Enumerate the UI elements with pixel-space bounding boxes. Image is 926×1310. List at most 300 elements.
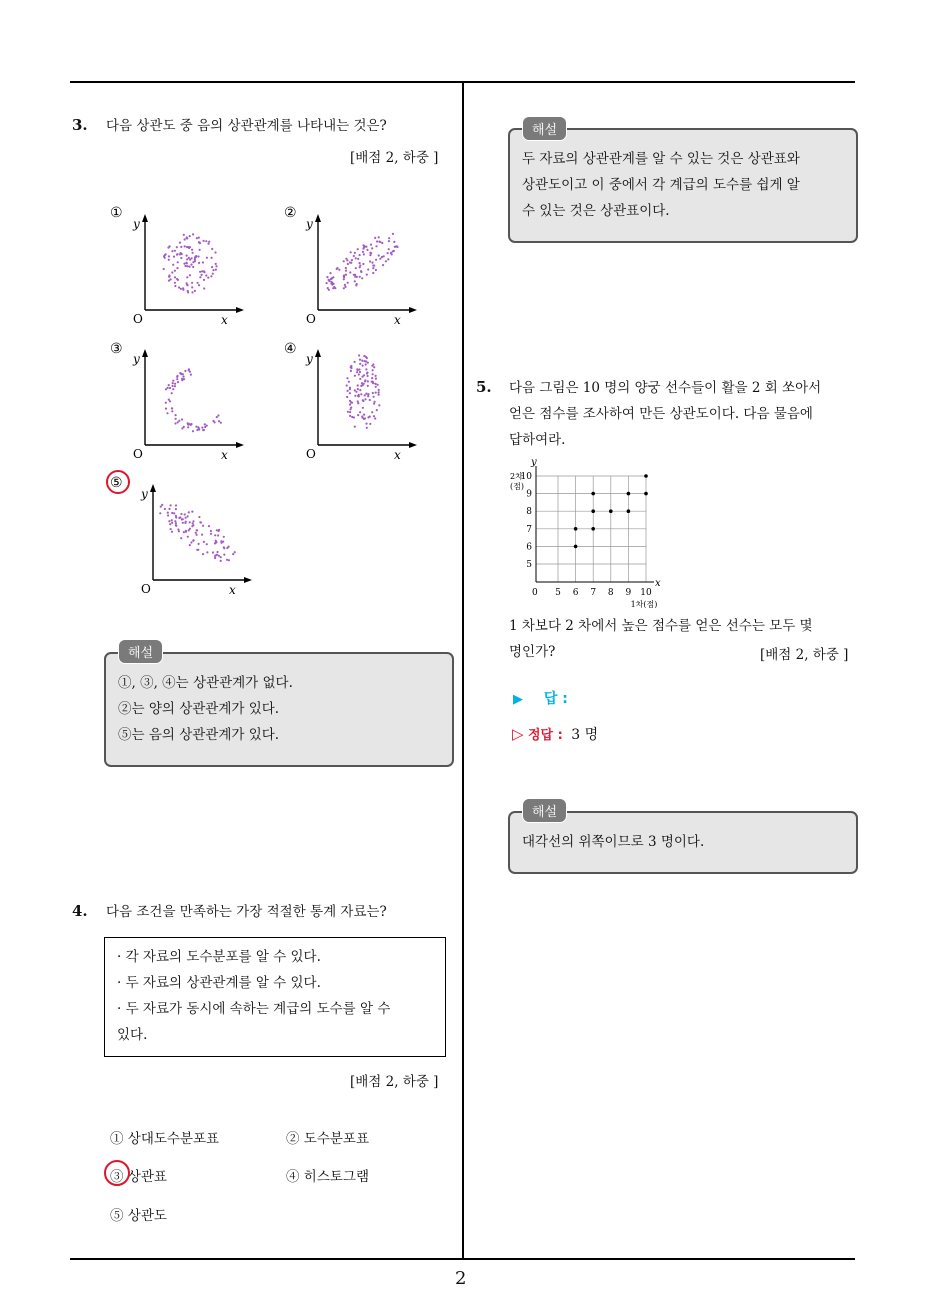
data-dot <box>367 416 369 418</box>
data-dot <box>186 237 188 239</box>
chart-y-label: 2차 <box>510 472 523 481</box>
data-dot <box>362 365 364 367</box>
data-dot <box>171 512 173 514</box>
q4-solution-line: 상관도이고 이 중에서 각 계급의 도수를 쉽게 알 <box>522 177 800 193</box>
data-dot <box>369 260 371 262</box>
data-dot <box>379 258 381 260</box>
data-dot <box>370 244 372 246</box>
data-dot <box>359 363 361 365</box>
chart-x-label: 1차(점) <box>630 600 658 608</box>
data-dot <box>172 388 174 390</box>
data-dot <box>206 257 208 259</box>
data-dot <box>186 276 188 278</box>
q4-option-4[interactable]: ④ 히스토그램 <box>286 1169 369 1185</box>
data-dot <box>172 264 174 266</box>
q4-solution-tag: 해설 <box>522 116 567 141</box>
correlation-plot-1 <box>110 205 244 327</box>
data-dot <box>362 376 364 378</box>
data-dot <box>331 277 333 279</box>
data-dot <box>378 236 380 238</box>
data-dot <box>169 245 171 247</box>
data-dot <box>232 553 234 555</box>
data-dot <box>185 517 187 519</box>
data-dot <box>176 267 178 269</box>
data-dot <box>214 251 216 253</box>
data-dot <box>376 409 378 411</box>
data-dot <box>180 252 182 254</box>
data-dot <box>168 520 170 522</box>
data-dot <box>377 384 379 386</box>
data-dot <box>174 250 176 252</box>
data-dot <box>216 551 218 553</box>
data-dot <box>362 407 364 409</box>
data-dot <box>168 259 170 261</box>
q5-scatter-chart <box>500 458 680 608</box>
q5-score: [배점 2, 하중 ] <box>760 647 849 663</box>
data-dot <box>168 508 170 510</box>
data-dot <box>220 422 222 424</box>
data-dot <box>212 551 214 553</box>
y-axis-arrow <box>315 214 321 222</box>
q5-text-line: 다음 그림은 10 명의 양궁 선수들이 활을 2 회 쏘아서 <box>509 380 822 396</box>
data-dot <box>195 426 197 428</box>
data-dot <box>365 246 367 248</box>
data-dot <box>381 242 383 244</box>
data-dot <box>189 259 191 261</box>
q4-number: 4. <box>72 902 88 920</box>
scatter-point <box>574 545 578 549</box>
data-dot <box>176 378 178 380</box>
data-dot <box>351 259 353 261</box>
y-tick-label: 6 <box>526 542 532 553</box>
data-dot <box>350 365 352 367</box>
q4-condition: · 두 자료가 동시에 속하는 계급의 도수를 알 수 <box>117 1001 391 1017</box>
data-dot <box>346 396 348 398</box>
data-dot <box>174 383 176 385</box>
data-dot <box>184 245 186 247</box>
data-dot <box>215 554 217 556</box>
data-dot <box>198 516 200 518</box>
data-dot <box>177 261 179 263</box>
data-dot <box>196 237 198 239</box>
scatter-point <box>591 492 595 496</box>
data-dot <box>366 427 368 429</box>
q5-question-line: 명인가? <box>509 644 556 660</box>
data-dot <box>362 263 364 265</box>
data-dot <box>331 284 333 286</box>
data-dot <box>175 522 177 524</box>
data-dot <box>202 261 204 263</box>
q4-answer-circle <box>104 1160 130 1186</box>
data-dot <box>354 280 356 282</box>
y-axis-arrow <box>142 214 148 222</box>
data-dot <box>215 541 217 543</box>
data-dot <box>366 249 368 251</box>
data-dot <box>378 391 380 393</box>
data-dot <box>180 246 182 248</box>
data-dot <box>173 256 175 258</box>
data-dot <box>359 359 361 361</box>
data-dot <box>182 518 184 520</box>
data-dot <box>359 276 361 278</box>
data-dot <box>365 360 367 362</box>
data-dot <box>211 266 213 268</box>
data-dot <box>167 512 169 514</box>
chart-grid <box>536 476 646 582</box>
data-dot <box>167 514 169 516</box>
data-dot <box>174 422 176 424</box>
data-dot <box>194 290 196 292</box>
data-dot <box>210 533 212 535</box>
data-dot <box>175 504 177 506</box>
data-dot <box>365 363 367 365</box>
data-dot <box>371 247 373 249</box>
data-dot <box>183 234 185 236</box>
q5-correct-label: 정답 : <box>528 728 563 743</box>
data-dot <box>169 523 171 525</box>
data-dot <box>217 414 219 416</box>
data-dot <box>212 269 214 271</box>
data-dot <box>350 370 352 372</box>
data-dot <box>184 238 186 240</box>
data-dot <box>365 423 367 425</box>
data-dot <box>206 543 208 545</box>
x-axis-arrow <box>409 307 417 313</box>
origin-label: O <box>133 447 143 461</box>
chart-origin-label: 0 <box>532 588 538 598</box>
data-dot <box>198 543 200 545</box>
data-dot <box>379 241 381 243</box>
data-dot <box>178 286 180 288</box>
scatter-point <box>627 509 631 513</box>
data-dot <box>192 266 194 268</box>
data-dot <box>218 555 220 557</box>
data-dot <box>374 417 376 419</box>
data-dot <box>371 381 373 383</box>
data-dot <box>378 404 380 406</box>
data-dot <box>178 420 180 422</box>
data-dot <box>177 421 179 423</box>
data-dot <box>180 537 182 539</box>
data-dot <box>171 410 173 412</box>
plot-number-label: ⑤ <box>110 475 123 491</box>
data-dot <box>183 426 185 428</box>
data-dot <box>383 255 385 257</box>
origin-label: O <box>133 312 143 326</box>
q4-solution-text <box>522 146 800 224</box>
data-dot <box>349 388 351 390</box>
data-dot <box>372 264 374 266</box>
data-dot <box>192 522 194 524</box>
data-dot <box>350 401 352 403</box>
x-axis-label: x <box>394 313 401 327</box>
data-dot <box>202 553 204 555</box>
data-dot <box>196 529 198 531</box>
data-dot <box>186 255 188 257</box>
data-dot <box>357 258 359 260</box>
data-dot <box>201 427 203 429</box>
data-dot <box>363 414 365 416</box>
q4-score: [배점 2, 하중 ] <box>350 1074 439 1090</box>
data-dot <box>171 522 173 524</box>
data-dot <box>175 516 177 518</box>
data-dot <box>388 248 390 250</box>
data-dot <box>371 365 373 367</box>
q3-solution-line: ②는 양의 상관관계가 있다. <box>118 701 280 717</box>
q5-correct-row <box>512 724 598 744</box>
data-dot <box>187 424 189 426</box>
data-dot <box>375 259 377 261</box>
data-dot <box>163 255 165 257</box>
q5-text-line: 얻은 점수를 조사하여 만든 상관도이다. 다음 물음에 <box>509 406 813 422</box>
data-dot <box>208 241 210 243</box>
data-dot <box>197 549 199 551</box>
data-dot <box>185 521 187 523</box>
data-dot <box>326 276 328 278</box>
bottom-rule <box>70 1258 855 1260</box>
data-dot <box>220 540 222 542</box>
q3-score: [배점 2, 하중 ] <box>350 150 439 166</box>
data-dot <box>171 407 173 409</box>
x-axis-label: x <box>394 448 401 462</box>
data-dot <box>204 423 206 425</box>
data-dot <box>182 376 184 378</box>
y-tick-label: 9 <box>526 489 532 500</box>
data-dot <box>191 286 193 288</box>
scatter-point <box>644 474 648 478</box>
data-dot <box>198 284 200 286</box>
data-dot <box>201 270 203 272</box>
data-dot <box>215 263 217 265</box>
data-dot <box>388 240 390 242</box>
data-dot <box>180 288 182 290</box>
data-dot <box>191 511 193 513</box>
data-dot <box>343 278 345 280</box>
data-dot <box>350 367 352 369</box>
data-dot <box>165 408 167 410</box>
data-dot <box>226 547 228 549</box>
data-dot <box>184 370 186 372</box>
data-dot <box>167 387 169 389</box>
data-dot <box>188 247 190 249</box>
x-axis-arrow <box>244 577 252 583</box>
data-dot <box>356 283 358 285</box>
data-dot <box>373 366 375 368</box>
data-dot <box>192 252 194 254</box>
plot-number-label: ③ <box>110 341 123 357</box>
data-dot <box>164 508 166 510</box>
origin-label: O <box>306 312 316 326</box>
data-dot <box>190 374 192 376</box>
data-dot <box>205 274 207 276</box>
data-dot <box>186 265 188 267</box>
data-dot <box>207 277 209 279</box>
data-dot <box>174 520 176 522</box>
data-dot <box>347 282 349 284</box>
data-dot <box>218 420 220 422</box>
data-dot <box>220 556 222 558</box>
data-dot <box>367 375 369 377</box>
data-dot <box>376 240 378 242</box>
data-dot <box>355 267 357 269</box>
data-dot <box>178 517 180 519</box>
q4-solution-line: 수 있는 것은 상관표이다. <box>522 203 670 219</box>
hollow-arrow-icon: ▷ <box>512 725 524 743</box>
data-dot <box>385 260 387 262</box>
q3-number: 3. <box>72 116 88 134</box>
data-dot <box>354 375 356 377</box>
data-dot <box>367 393 369 395</box>
data-dot <box>199 521 201 523</box>
data-dot <box>188 511 190 513</box>
data-dot <box>165 402 167 404</box>
data-dot <box>174 285 176 287</box>
q4-solution-line: 두 자료의 상관관계를 알 수 있는 것은 상관표와 <box>522 151 800 167</box>
data-dot <box>332 287 334 289</box>
scatter-point <box>644 492 648 496</box>
data-dot <box>185 262 187 264</box>
y-tick-label: 5 <box>526 560 532 570</box>
data-dot <box>365 368 367 370</box>
data-dot <box>393 241 395 243</box>
data-dot <box>168 255 170 257</box>
data-dot <box>183 378 185 380</box>
data-dot <box>171 519 173 521</box>
data-dot <box>353 416 355 418</box>
data-dot <box>375 269 377 271</box>
data-dot <box>204 426 206 428</box>
data-dot <box>171 250 173 252</box>
data-dot <box>182 522 184 524</box>
data-dot <box>188 529 190 531</box>
data-dot <box>357 248 359 250</box>
data-dot <box>211 257 213 259</box>
q5-answer-row[interactable] <box>513 688 568 708</box>
data-dot <box>168 384 170 386</box>
dot-cloud <box>346 354 381 429</box>
y-axis-arrow <box>315 349 321 357</box>
data-dot <box>366 372 368 374</box>
q5-question-line: 1 차보다 2 차에서 높은 점수를 얻은 선수는 모두 몇 <box>509 618 813 634</box>
q4-option-5[interactable]: ⑤ 상관도 <box>110 1208 167 1224</box>
data-dot <box>228 559 230 561</box>
x-axis-arrow <box>409 442 417 448</box>
data-dot <box>175 418 177 420</box>
data-dot <box>328 289 330 291</box>
data-dot <box>374 401 376 403</box>
data-dot <box>187 536 189 538</box>
data-dot <box>205 240 207 242</box>
data-dot <box>357 369 359 371</box>
data-dot <box>347 390 349 392</box>
data-dot <box>375 392 377 394</box>
data-dot <box>355 391 357 393</box>
data-dot <box>216 416 218 418</box>
y-tick-label: 10 <box>520 472 532 482</box>
data-dot <box>184 265 186 267</box>
data-dot <box>359 262 361 264</box>
data-dot <box>359 389 361 391</box>
play-arrow-icon: ▶ <box>513 692 523 707</box>
q4-option-1[interactable]: ① 상대도수분포표 <box>110 1131 220 1147</box>
data-dot <box>183 531 185 533</box>
data-dot <box>392 250 394 252</box>
data-dot <box>178 530 180 532</box>
data-dot <box>357 395 359 397</box>
data-dot <box>359 378 361 380</box>
data-dot <box>328 280 330 282</box>
q4-condition: 있다. <box>117 1027 148 1043</box>
data-dot <box>336 267 338 269</box>
data-dot <box>360 271 362 273</box>
dot-cloud <box>165 368 222 432</box>
data-dot <box>173 512 175 514</box>
data-dot <box>366 357 368 359</box>
data-dot <box>191 282 193 284</box>
data-dot <box>171 392 173 394</box>
q5-answer-label: 답 : <box>543 691 568 707</box>
q4-option-3[interactable]: ③ 상관표 <box>110 1169 167 1185</box>
data-dot <box>374 237 376 239</box>
data-dot <box>346 259 348 261</box>
data-dot <box>357 388 359 390</box>
data-dot <box>201 274 203 276</box>
data-dot <box>175 414 177 416</box>
data-dot <box>176 246 178 248</box>
data-dot <box>394 246 396 248</box>
q4-text: 다음 조건을 만족하는 가장 적절한 통계 자료는? <box>106 904 387 920</box>
data-dot <box>347 263 349 265</box>
data-dot <box>354 426 356 428</box>
data-dot <box>198 237 200 239</box>
data-dot <box>367 380 369 382</box>
data-dot <box>375 386 377 388</box>
data-dot <box>343 260 345 262</box>
x-tick-label: 6 <box>572 588 579 598</box>
data-dot <box>203 541 205 543</box>
data-dot <box>361 277 363 279</box>
data-dot <box>201 534 203 536</box>
data-dot <box>372 369 374 371</box>
data-dot <box>359 371 361 373</box>
q4-option-2[interactable]: ② 도수분포표 <box>286 1131 369 1147</box>
data-dot <box>218 529 220 531</box>
data-dot <box>349 411 351 413</box>
data-dot <box>347 411 349 413</box>
data-dot <box>349 408 351 410</box>
data-dot <box>207 243 209 245</box>
data-dot <box>378 254 380 256</box>
data-dot <box>356 371 358 373</box>
data-dot <box>375 383 377 385</box>
data-dot <box>176 278 178 280</box>
data-dot <box>179 372 181 374</box>
q3-answer-circle <box>106 470 130 494</box>
data-dot <box>359 266 361 268</box>
data-dot <box>375 378 377 380</box>
data-dot <box>168 274 170 276</box>
data-dot <box>372 373 374 375</box>
data-dot <box>358 368 360 370</box>
data-dot <box>192 233 194 235</box>
data-dot <box>326 282 328 284</box>
data-dot <box>349 403 351 405</box>
data-dot <box>373 415 375 417</box>
data-dot <box>169 400 171 402</box>
dot-cloud <box>159 504 236 562</box>
data-dot <box>357 414 359 416</box>
scatter-point <box>574 527 578 531</box>
